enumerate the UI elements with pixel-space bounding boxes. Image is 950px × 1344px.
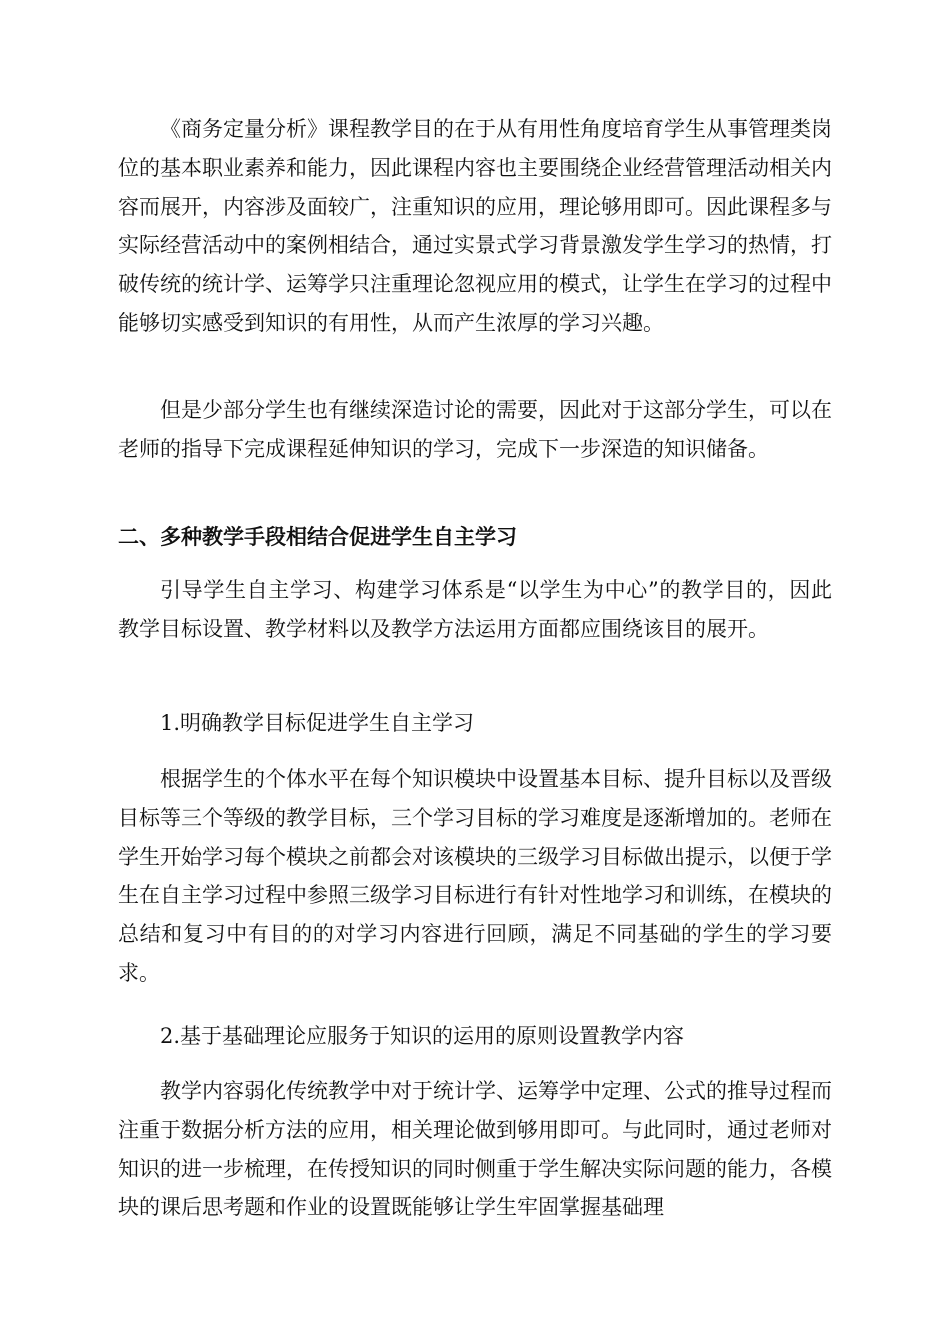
subsection-body-1: 根据学生的个体水平在每个知识模块中设置基本目标、提升目标以及晋级目标等三个等级的教学目标，三个学习目标的学习难度是逐渐增加的。老师在学生开始学习每个模块之前都会对该模块的三级学习目标做出提示，以便于学生在自主学习过程中参照三级学习目标进行有针对性地学习和训练，在模块的总结和复习中有目的的对学习内容进行回顾，满足不同基础的学生的学习要求。 — [118, 767, 832, 985]
subsection-title-2: 2.基于基础理论应服务于知识的运用的原则设置教学内容 — [160, 1024, 685, 1048]
subsection-body-2: 教学内容弱化传统教学中对于统计学、运筹学中定理、公式的推导过程而注重于数据分析方法的应用，相关理论做到够用即可。与此同时，通过老师对知识的进一步梳理，在传授知识的同时侧重于学生解决实际问题的能力，各模块的课后思考题和作业的设置既能够让学生牢固掌握基础理 — [118, 1079, 832, 1220]
paragraph-course-goal: 《商务定量分析》课程教学目的在于从有用性角度培育学生从事管理类岗位的基本职业素养和能力，因此课程内容也主要围绕企业经营管理活动相关内容而展开，内容涉及面较广，注重知识的应用，理论够用即可。因此课程多与实际经营活动中的案例相结合，通过实景式学习背景激发学生学习的热情，打破传统的统计学、运筹学只注重理论忽视应用的模式，让学生在学习的过程中能够切实感受到知识的有用性，从而产生浓厚的学习兴趣。 — [118, 117, 832, 335]
section-heading: 二、多种教学手段相结合促进学生自主学习 — [118, 525, 517, 549]
paragraph-further-study: 但是少部分学生也有继续深造讨论的需要，因此对于这部分学生，可以在老师的指导下完成课程延伸知识的学习，完成下一步深造的知识储备。 — [118, 398, 832, 461]
section-intro-paragraph: 引导学生自主学习、构建学习体系是“以学生为中心”的教学目的，因此教学目标设置、教学材料以及教学方法运用方面都应围绕该目的展开。 — [118, 578, 832, 641]
subsection-title-1: 1.明确教学目标促进学生自主学习 — [160, 711, 475, 735]
